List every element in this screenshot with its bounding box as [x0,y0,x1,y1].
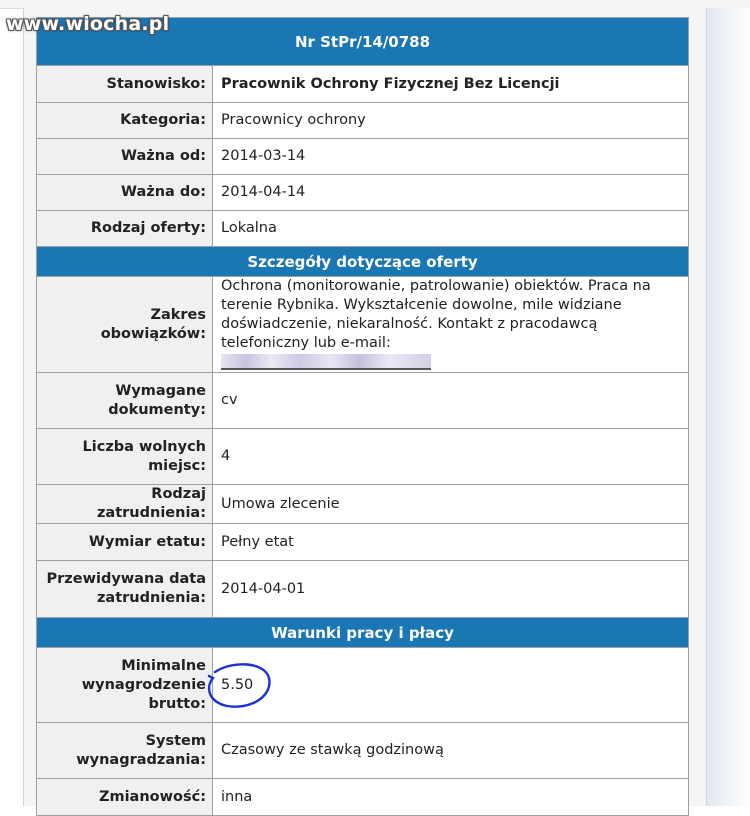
field-value: 2014-04-01 [213,561,689,618]
field-value: cv [213,373,689,429]
section-title-details: Szczegóły dotyczące oferty [37,247,689,277]
salary-cell [213,648,689,723]
field-value: 4 [213,429,689,485]
blurred-email [221,354,431,370]
field-label: Stanowisko: [37,66,213,103]
table-row [37,103,689,139]
field-value: 2014-03-14 [213,139,689,175]
salary-value: 5.50 [221,676,254,693]
field-label: Ważna od: [37,139,213,175]
table-row [37,139,689,175]
field-value: Czasowy ze stawką godzinową [213,723,689,779]
field-label: Ważna do: [37,175,213,211]
table-row [37,648,689,723]
field-label: Zmianowość: [37,779,213,816]
field-value: Pracownicy ochrony [213,103,689,139]
field-label: Wymagane dokumenty: [37,373,213,429]
position-value: Pracownik Ochrony Fizycznej Bez Licencji [213,66,689,103]
section-header-row [37,618,689,648]
field-label: Minimalne wynagrodzenie brutto: [37,648,213,723]
table-row [37,277,689,373]
field-label: System wynagradzania: [37,723,213,779]
field-value: Pełny etat [213,524,689,561]
table-row [37,373,689,429]
field-label: Zakres obowiązków: [37,277,213,373]
field-value: 2014-04-14 [213,175,689,211]
page-side-shadow [705,8,750,806]
duties-cell [213,277,689,373]
table-row [37,524,689,561]
table-row [37,429,689,485]
field-label: Rodzaj oferty: [37,211,213,247]
table-row [37,561,689,618]
field-value: Umowa zlecenie [213,485,689,524]
field-label: Liczba wolnych miejsc: [37,429,213,485]
table-row [37,211,689,247]
section-title-conditions: Warunki pracy i płacy [37,618,689,648]
table-row [37,485,689,524]
field-label: Wymiar etatu: [37,524,213,561]
table-row [37,175,689,211]
field-label: Kategoria: [37,103,213,139]
table-row [37,779,689,816]
job-offer-table [36,17,689,816]
offer-number: Nr StPr/14/0788 [37,18,689,66]
site-watermark: www.wiocha.pl [6,13,170,35]
field-value: Lokalna [213,211,689,247]
salary-value-wrapper [221,676,253,695]
table-row [37,723,689,779]
table-row [37,66,689,103]
duties-text: Ochrona (monitorowanie, patrolowanie) obiektów. Praca na terenie Rybnika. Wykształcenie dowolne, mile widziane doświadczenie, niekaralność. Kontakt z pracodawcą telefoniczny lub e-mail: [221,278,651,351]
field-value: inna [213,779,689,816]
field-label: Przewidywana data zatrudnienia: [37,561,213,618]
field-label: Rodzaj zatrudnienia: [37,485,213,524]
section-header-row [37,247,689,277]
